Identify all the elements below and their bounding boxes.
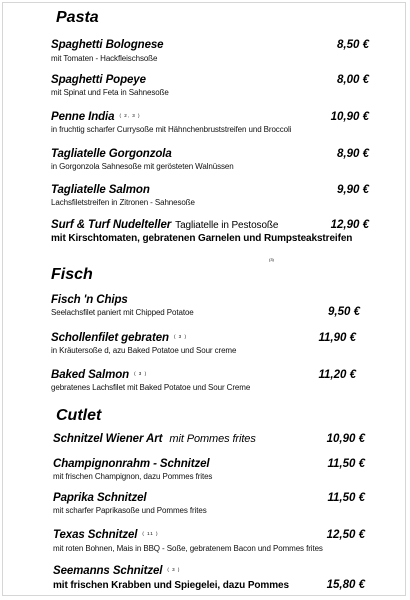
- item-price: 11,90 €: [318, 332, 356, 344]
- allergen-code: ( 3 ): [167, 567, 181, 572]
- item-name: Spaghetti Bolognese: [51, 39, 164, 51]
- item-desc: mit frischen Krabben und Spiegelei, dazu Pommes: [53, 580, 289, 591]
- item-price: 12,90 €: [330, 219, 369, 231]
- item-desc: Seelachsfilet paniert mit Chipped Potatoe: [51, 308, 194, 317]
- section-title-fisch: Fisch: [51, 266, 93, 283]
- item-price: 11,50 €: [327, 458, 365, 470]
- item-name-text: Schnitzel Wiener Art: [53, 433, 163, 445]
- item-desc: gebratenes Lachsfilet mit Baked Potatoe und Sour Creme: [51, 383, 251, 392]
- allergen-code: ( 11 ): [142, 531, 159, 536]
- item-price: 8,90 €: [337, 148, 369, 160]
- item-desc: Lachsfiletstreifen in Zitronen - Sahnesoße: [51, 198, 195, 207]
- item-desc: in Kräutersoße d, azu Baked Potatoe und Sour creme: [51, 346, 237, 355]
- item-desc: in Gorgonzola Sahnesoße mit gerösteten Walnüssen: [51, 162, 234, 171]
- section-title-pasta: Pasta: [56, 9, 99, 26]
- item-price: 8,50 €: [337, 39, 369, 51]
- item-name-text: Baked Salmon: [51, 369, 130, 381]
- item-name-text: Surf & Turf Nudelteller: [51, 219, 172, 231]
- item-name: Tagliatelle Salmon: [51, 184, 150, 196]
- item-name: [53, 529, 159, 541]
- allergen-code: ( 2, 3 ): [119, 113, 141, 118]
- item-price: 10,90 €: [326, 433, 365, 445]
- item-price: 10,90 €: [330, 111, 369, 123]
- item-desc: mit Tomaten - Hackfleischsoße: [51, 54, 158, 63]
- item-price: 9,90 €: [337, 184, 369, 196]
- item-name: Spaghetti Popeye: [51, 74, 146, 86]
- item-desc: mit Kirschtomaten, gebratenen Garnelen und Rumpsteakstreifen: [51, 233, 353, 244]
- item-name-text: Seemanns Schnitzel: [53, 565, 163, 577]
- item-desc: mit Spinat und Feta in Sahnesoße: [51, 88, 169, 97]
- item-name-text: Texas Schnitzel: [53, 529, 138, 541]
- item-name: [51, 369, 147, 381]
- item-price: 12,50 €: [326, 529, 365, 541]
- item-name: [53, 565, 180, 577]
- item-name-text: Schollenfilet gebraten: [51, 332, 169, 344]
- footnote-marker: (3): [269, 257, 274, 262]
- item-desc: in fruchtig scharfer Currysoße mit Hähnchenbruststreifen und Broccoli: [51, 125, 292, 134]
- item-name: Paprika Schnitzel: [53, 492, 147, 504]
- item-name-text: Penne India: [51, 111, 115, 123]
- item-desc: mit roten Bohnen, Mais in BBQ - Soße, gebratenem Bacon und Pommes frites: [53, 544, 323, 553]
- item-name: Fisch 'n Chips: [51, 294, 128, 306]
- item-note: Tagliatelle in Pestosoße: [175, 220, 279, 231]
- item-price: 11,50 €: [327, 492, 365, 504]
- item-name: [53, 433, 256, 445]
- item-note: mit Pommes frites: [169, 433, 256, 445]
- item-price: 9,50 €: [328, 306, 360, 318]
- section-title-cutlet: Cutlet: [56, 407, 102, 424]
- item-price: 11,20 €: [318, 369, 356, 381]
- item-price: 15,80 €: [326, 579, 365, 591]
- item-name: Tagliatelle Gorgonzola: [51, 148, 172, 160]
- allergen-code: ( 3 ): [173, 334, 187, 339]
- item-name: [51, 111, 140, 123]
- item-name: [51, 219, 278, 231]
- item-desc: mit frischen Champignon, dazu Pommes frites: [53, 472, 213, 481]
- allergen-code: ( 3 ): [134, 371, 148, 376]
- item-desc: mit scharfer Paprikasoße und Pommes frites: [53, 506, 207, 515]
- item-price: 8,00 €: [337, 74, 369, 86]
- menu-page: [2, 2, 406, 596]
- item-name: [51, 332, 187, 344]
- item-name: Champignonrahm - Schnitzel: [53, 458, 210, 470]
